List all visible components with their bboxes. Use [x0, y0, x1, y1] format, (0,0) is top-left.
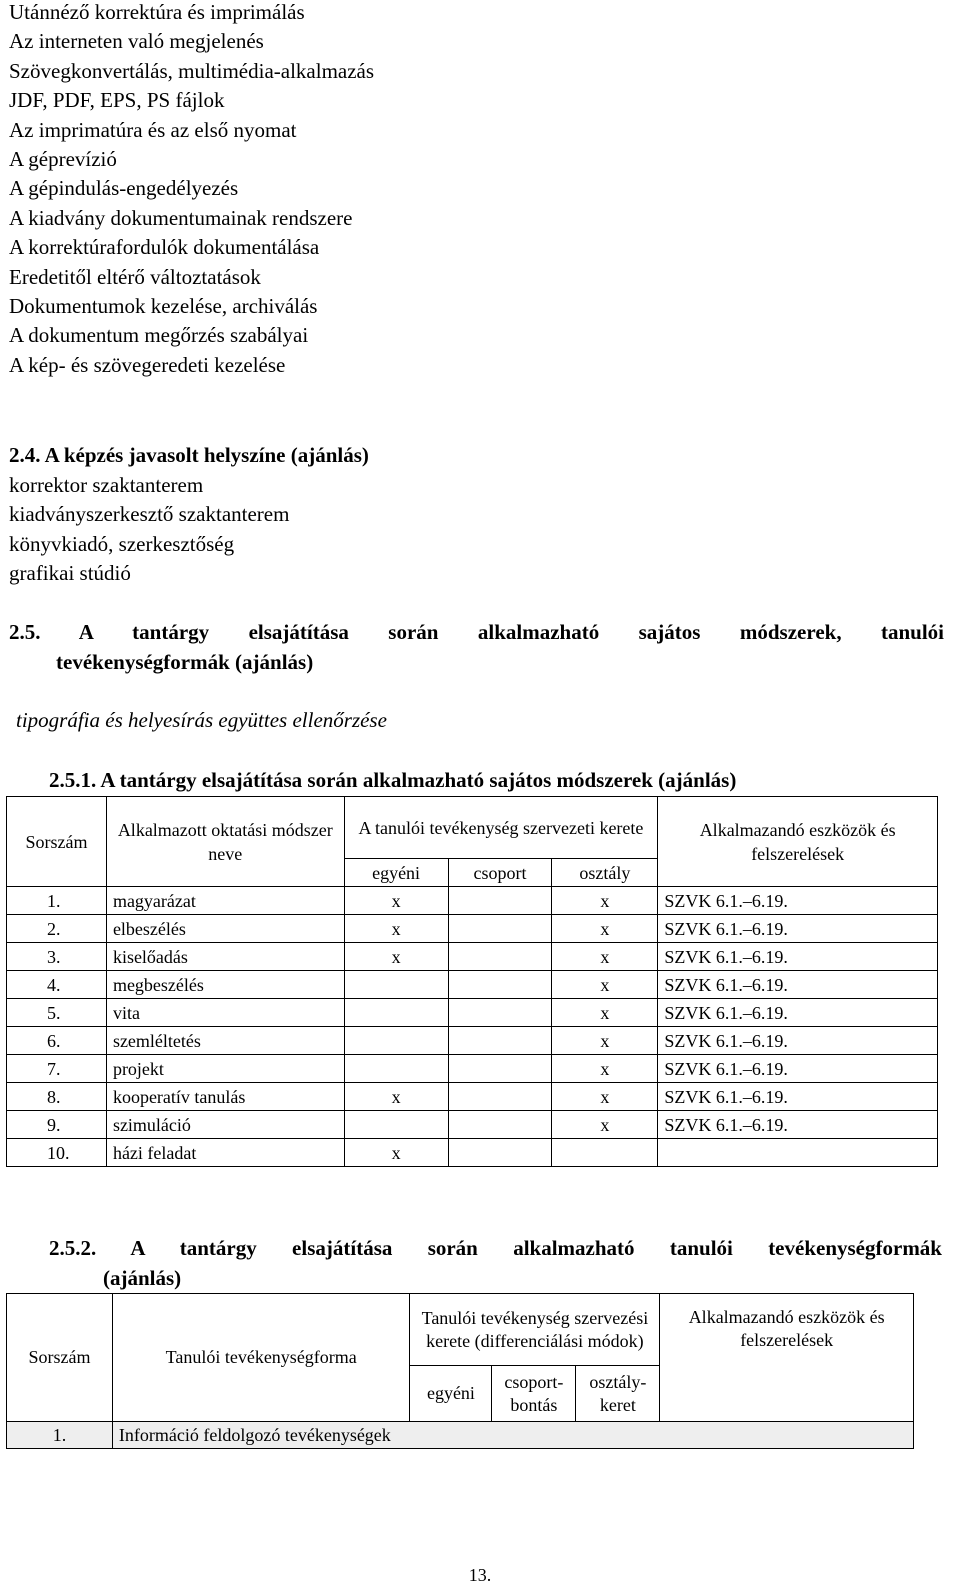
list-item: Az imprimatúra és az első nyomat — [9, 118, 297, 142]
row-tools: SZVK 6.1.–6.19. — [658, 943, 938, 971]
row-tools: SZVK 6.1.–6.19. — [658, 971, 938, 999]
header-osztaly: osztály — [552, 859, 658, 887]
row-tools: SZVK 6.1.–6.19. — [658, 887, 938, 915]
row-number: 1. — [7, 887, 107, 915]
location-item: grafikai stúdió — [9, 561, 131, 585]
row-egyeni: x — [344, 887, 448, 915]
row-tools: SZVK 6.1.–6.19. — [658, 915, 938, 943]
row-csoport — [448, 887, 552, 915]
row-tools: SZVK 6.1.–6.19. — [658, 999, 938, 1027]
row-number: 10. — [7, 1139, 107, 1167]
header-csoportbontas: csoport-bontás — [492, 1366, 576, 1422]
row-csoport — [448, 999, 552, 1027]
row-tools: SZVK 6.1.–6.19. — [658, 1111, 938, 1139]
list-item: A dokumentum megőrzés szabályai — [9, 323, 309, 347]
row-csoport — [448, 1111, 552, 1139]
list-item: JDF, PDF, EPS, PS fájlok — [9, 88, 225, 112]
header-tools: Alkalmazandó eszközök és felszerelések — [658, 797, 938, 887]
row-csoport — [448, 971, 552, 999]
row-osztaly: x — [552, 943, 658, 971]
row-number: 2. — [7, 915, 107, 943]
row-egyeni — [344, 1027, 448, 1055]
row-osztaly: x — [552, 1055, 658, 1083]
row-method: házi feladat — [106, 1139, 344, 1167]
row-method: kooperatív tanulás — [106, 1083, 344, 1111]
section-2-5-2-heading: 2.5.2. A tantárgy elsajátítása során alkalmazható tanulói tevékenységformák — [49, 1236, 942, 1260]
row-method: kiselőadás — [106, 943, 344, 971]
row-egyeni — [344, 1055, 448, 1083]
row-osztaly: x — [552, 1111, 658, 1139]
row-tools: SZVK 6.1.–6.19. — [658, 1027, 938, 1055]
table-row — [7, 1055, 938, 1083]
list-item: Utánnéző korrektúra és imprimálás — [9, 0, 305, 24]
section-2-5-heading: 2.5. A tantárgy elsajátítása során alkalmazható sajátos módszerek, tanulói — [9, 620, 944, 644]
list-item: A géprevízió — [9, 147, 117, 171]
row-egyeni: x — [344, 943, 448, 971]
row-method: elbeszélés — [106, 915, 344, 943]
header-method: Alkalmazott oktatási módszer neve — [106, 797, 344, 887]
page-number: 13. — [468, 1565, 492, 1585]
section-2-4-heading: 2.4. A képzés javasolt helyszíne (ajánlás) — [9, 443, 369, 467]
row-csoport — [448, 1139, 552, 1167]
row-method: szimuláció — [106, 1111, 344, 1139]
list-item: Eredetitől eltérő változtatások — [9, 265, 261, 289]
row-csoport — [448, 1083, 552, 1111]
list-item: A korrektúrafordulók dokumentálása — [9, 235, 320, 259]
row-method: szemléltetés — [106, 1027, 344, 1055]
row-csoport — [448, 1055, 552, 1083]
list-item: A kép- és szövegeredeti kezelése — [9, 353, 286, 377]
row-method: vita — [106, 999, 344, 1027]
italic-note: tipográfia és helyesírás együttes ellenőrzése — [16, 708, 387, 732]
row-osztaly: x — [552, 1027, 658, 1055]
row-osztaly: x — [552, 999, 658, 1027]
header-form: Tanulói tevékenységforma — [112, 1294, 410, 1422]
header-csoport: csoport — [448, 859, 552, 887]
location-item: korrektor szaktanterem — [9, 473, 204, 497]
row-csoport — [448, 1027, 552, 1055]
row-osztaly: x — [552, 915, 658, 943]
row-number: 6. — [7, 1027, 107, 1055]
row-osztaly — [552, 1139, 658, 1167]
table-row — [7, 1027, 938, 1055]
table-row — [7, 887, 938, 915]
header-sorszam: Sorszám — [7, 1294, 113, 1422]
table-row — [7, 915, 938, 943]
location-item: kiadványszerkesztő szaktanterem — [9, 502, 290, 526]
row-osztaly: x — [552, 887, 658, 915]
list-item: Szövegkonvertálás, multimédia-alkalmazás — [9, 59, 375, 83]
table-row — [7, 999, 938, 1027]
header-osztalykeret: osztály-keret — [576, 1366, 660, 1422]
row-csoport — [448, 943, 552, 971]
row-egyeni: x — [344, 1139, 448, 1167]
section-2-5-1-heading: 2.5.1. A tantárgy elsajátítása során alkalmazható sajátos módszerek (ajánlás) — [49, 768, 737, 792]
section-2-5-2-heading-cont: (ajánlás) — [103, 1266, 182, 1290]
row-method: magyarázat — [106, 887, 344, 915]
row-number: 4. — [7, 971, 107, 999]
row-egyeni — [344, 1111, 448, 1139]
row-number: 3. — [7, 943, 107, 971]
row-csoport — [448, 915, 552, 943]
row-number: 8. — [7, 1083, 107, 1111]
row-number: 7. — [7, 1055, 107, 1083]
list-item: Dokumentumok kezelése, archiválás — [9, 294, 318, 318]
list-item: A gépindulás-engedélyezés — [9, 176, 239, 200]
row-tools: SZVK 6.1.–6.19. — [658, 1083, 938, 1111]
row-number: 5. — [7, 999, 107, 1027]
methods-table — [6, 796, 938, 1167]
row-method: projekt — [106, 1055, 344, 1083]
row-osztaly: x — [552, 971, 658, 999]
header-egyeni: egyéni — [344, 859, 448, 887]
header-frame: A tanulói tevékenység szervezeti kerete — [344, 797, 658, 859]
list-item: A kiadvány dokumentumainak rendszere — [9, 206, 353, 230]
header-tools: Alkalmazandó eszközök és felszerelések — [660, 1294, 914, 1422]
row-tools — [658, 1139, 938, 1167]
activity-forms-table — [6, 1293, 914, 1449]
table-row — [7, 1139, 938, 1167]
row-osztaly: x — [552, 1083, 658, 1111]
row-number: 1. — [7, 1422, 113, 1449]
row-label: Információ feldolgozó tevékenységek — [112, 1422, 913, 1449]
section-2-5-heading-cont: tevékenységformák (ajánlás) — [56, 650, 314, 674]
row-method: megbeszélés — [106, 971, 344, 999]
header-frame: Tanulói tevékenység szervezési kerete (differenciálási módok) — [410, 1294, 660, 1366]
table-row — [7, 1083, 938, 1111]
table-row — [7, 971, 938, 999]
table-row — [7, 943, 938, 971]
row-number: 9. — [7, 1111, 107, 1139]
row-egyeni — [344, 999, 448, 1027]
row-egyeni: x — [344, 1083, 448, 1111]
row-tools: SZVK 6.1.–6.19. — [658, 1055, 938, 1083]
row-egyeni: x — [344, 915, 448, 943]
header-sorszam: Sorszám — [7, 797, 107, 887]
list-item: Az interneten való megjelenés — [9, 29, 264, 53]
location-item: könyvkiadó, szerkesztőség — [9, 532, 235, 556]
header-egyeni: egyéni — [410, 1366, 492, 1422]
table-row — [7, 1111, 938, 1139]
row-egyeni — [344, 971, 448, 999]
